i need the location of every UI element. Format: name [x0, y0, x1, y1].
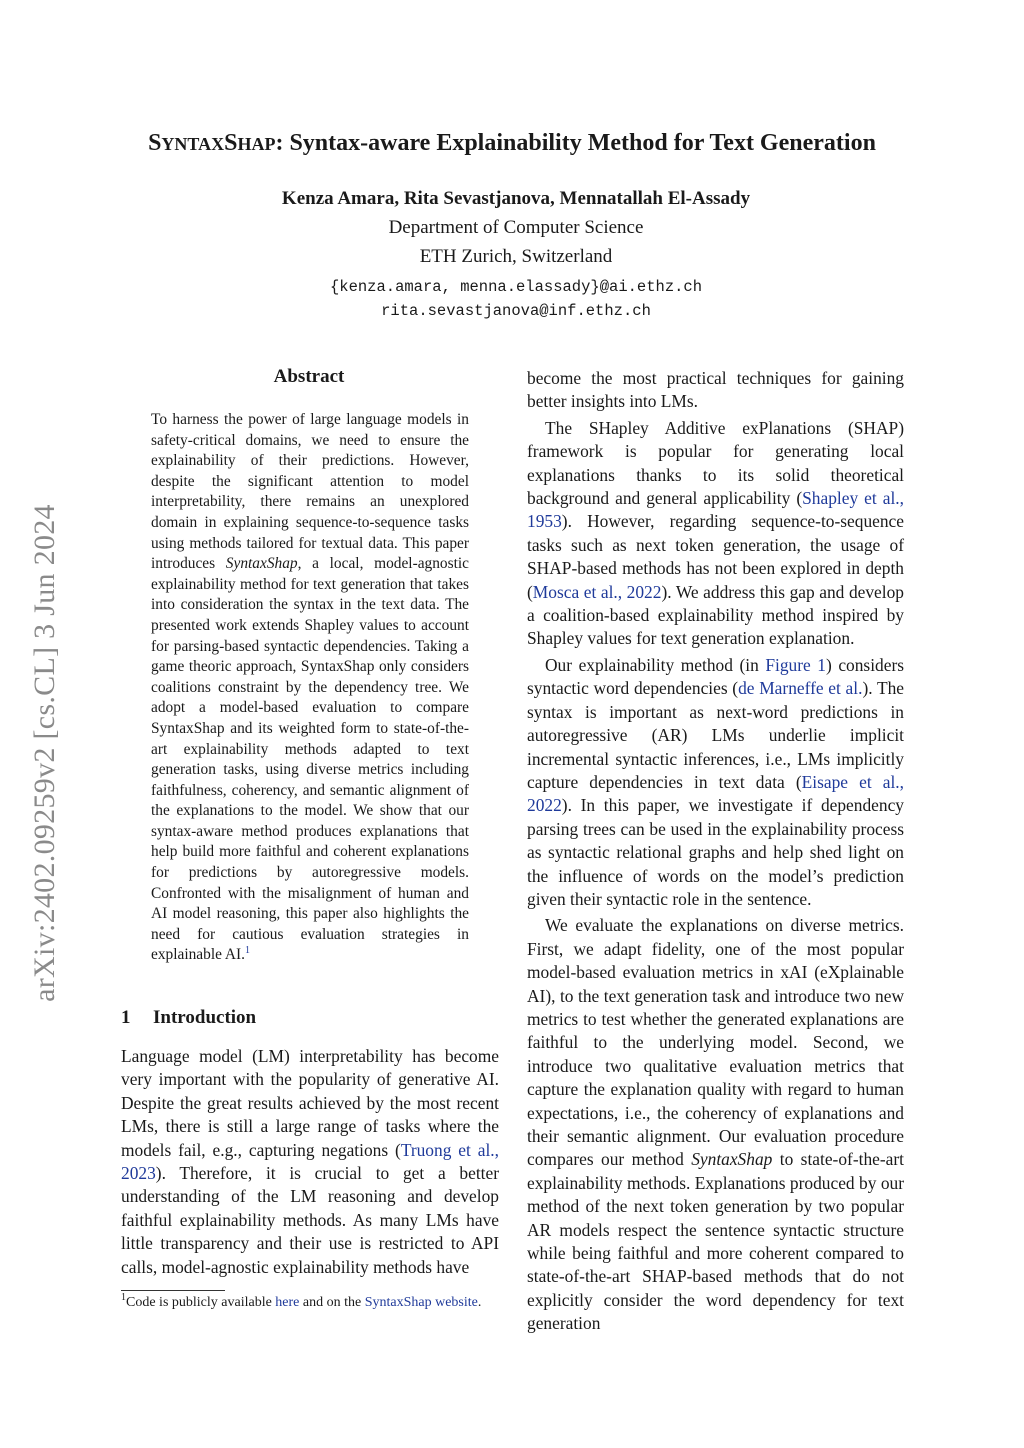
paragraph-evaluation: We evaluate the explanations on diverse metrics. First, we adapt fidelity, one of the most popular model-based evaluation metrics in xAI (eXplainable AI), to the text generation task and introduce two new metrics to test whether the generated explanations are faithful to the underlying model. Second, we introduce two qualitative evaluation metrics that capture the explanation quality with regard to human expectations, i.e., the coherency of explanations and their semantic alignment. Our evaluation procedure compares our method SyntaxShap to state-of-the-art explainability methods. Explanations produced by our method of the next token generation by two popular AR models respect the sentence syntactic structure while being faithful and more coherent compared to state-of-the-art SHAP-based methods that do not explicitly consider the word dependency for text generation — [527, 915, 904, 1334]
citation-link[interactable]: Shapley et al., 1953 — [527, 488, 904, 532]
citation-link[interactable]: Eisape et al., 2022 — [527, 771, 904, 816]
footnote-marker[interactable]: 1 — [245, 945, 251, 957]
email-line-2: rita.sevastjanova@inf.ethz.ch — [381, 302, 651, 320]
footnote-divider — [121, 1290, 225, 1291]
arxiv-identifier-text: arXiv:2402.09259v2 [cs.CL] 3 Jun 2024 — [28, 504, 61, 1002]
paragraph-shap: The SHapley Additive exPlanations (SHAP) framework is popular for generating local explanations thanks to its solid theoretical background and general applicability (Shapley et al., 1953). However, regarding sequence-to-sequence tasks such as next token generation, the usage of SHAP-based methods has not been explored in depth (Mosca et al., 2022). We address this gap and develop a coalition-based explainability method inspired by Shapley values for text generation explanation. — [527, 417, 904, 649]
arxiv-identifier — [20, 464, 70, 1042]
institution: ETH Zurich, Switzerland — [419, 246, 613, 267]
right-column — [527, 367, 904, 1336]
section-heading — [121, 1007, 256, 1029]
citation-link[interactable]: Truong et al., 2023 — [121, 1139, 499, 1184]
paper-title: SYNTAXSHAP: Syntax-aware Explainability Method for Text Generation — [148, 130, 876, 156]
section-title: Introduction — [153, 1007, 257, 1028]
department: Department of Computer Science — [388, 217, 644, 238]
author-list: Kenza Amara, Rita Sevastjanova, Mennatallah El-Assady — [281, 188, 751, 209]
citation-link[interactable]: de Marneffe et al. — [738, 678, 863, 699]
email-line-1: {kenza.amara, menna.elassady}@ai.ethz.ch — [329, 278, 703, 296]
website-link[interactable]: SyntaxShap website — [364, 1295, 478, 1310]
paragraph-continuation: become the most practical techniques for gaining better insights into LMs. — [527, 368, 904, 412]
code-link[interactable]: here — [275, 1295, 300, 1310]
citation-link[interactable]: Mosca et al., 2022 — [532, 581, 662, 602]
footnote-number: 1 — [121, 1292, 126, 1303]
footnote: $^1$Code is publicly available here and on the SyntaxShap website. — [121, 1292, 482, 1310]
abstract-heading: Abstract — [273, 366, 345, 387]
figure-link[interactable]: Figure 1 — [765, 654, 826, 675]
introduction-paragraph: Language model (LM) interpretability has become very important with the popularity of generative AI. Despite the great results achieved by the most recent LMs, there is still a large range of tasks where the models fail, e.g., capturing negations (Truong et al., 2023). Therefore, it is crucial to get a better understanding of the LM reasoning and develop faithful explainability methods. As many LMs have little transparency and their use is restricted to API calls, model-agnostic explainability methods have — [121, 1046, 499, 1277]
section-number: 1 — [121, 1007, 131, 1028]
paragraph-method: Our explainability method (in Figure 1) considers syntactic word dependencies (de Marneffe et al.). The syntax is important as next-word predictions in autoregressive (AR) LMs underlie implicit incremental syntactic inferences, i.e., LMs implicitly capture dependencies in text data (Eisape et al., 2022). In this paper, we investigate if dependency parsing trees can be used in the explainability process as syntactic relational graphs and help shed light on the influence of words on the model’s prediction given their syntactic role in the sentence. — [527, 654, 905, 909]
abstract-body: To harness the power of large language models in safety-critical domains, we need to ensure the explainability of their predictions. However, despite the significant attention to model interpretability, there remains an unexplored domain in explaining sequence-to-sequence tasks using methods tailored for textual data. This paper introduces SyntaxShap, a local, model-agnostic explainability method for text generation that takes into consideration the syntax in the text data. The presented work extends Shapley values to account for parsing-based syntactic dependencies. Taking a game theoric approach, SyntaxShap only considers coalitions constraint by the dependency tree. We adopt a model-based evaluation to compare SyntaxShap and its weighted form to state-of-the-art explainability methods adapted to text generation tasks, using diverse metrics including faithfulness, coherency, and semantic alignment of the explanations to the model. We show that our syntax-aware method produces explanations that help build more faithful and coherent explanations for predictions by autoregressive models. Confronted with the misalignment of human and AI model reasoning, this paper also highlights the need for cautious evaluation strategies in explainable AI.$^1$ — [151, 411, 469, 964]
